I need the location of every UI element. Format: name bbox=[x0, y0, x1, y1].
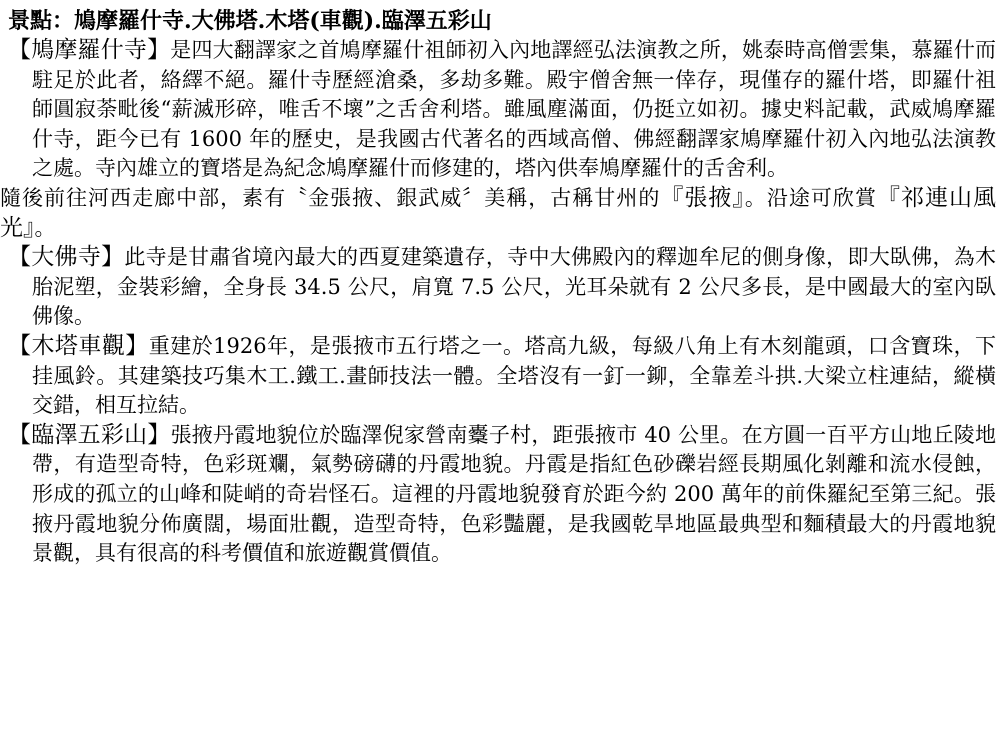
section-open-bracket: 【 bbox=[8, 244, 32, 271]
section-heading: 大佛寺 bbox=[31, 244, 102, 271]
section-body: 是四大翻譯家之首鳩摩羅什祖師初入內地譯經弘法演教之所，姚泰時高僧雲集，慕羅什而駐足於此者，絡繹不絕。羅什寺歷經滄桑，多劫多難。殿宇僧舍無一倖存，現僅存的羅什塔，即羅什祖師圓寂荼毗後“薪滅形碎，唯舌不壞”之舌舍利塔。雖風塵滿面，仍挺立如初。據史料記載，武威鳩摩羅什寺，距今已有 1600 年的歷史，是我國古代著名的西域高僧、佛經翻譯家鳩摩羅什初入內地弘法演教之處。寺內雄立的寶塔是為紀念鳩摩羅什而修建的，塔內供奉鳩摩羅什的舌舍利。 bbox=[32, 38, 997, 181]
section-body: 此寺是甘肅省境內最大的西夏建築遺存，寺中大佛殿內的釋迦牟尼的側身像，即大臥佛，為木胎泥塑，金裝彩繪，全身長 34.5 公尺，肩寬 7.5 公尺，光耳朵就有 2 公尺多長，是中國最大的室內臥佛像。 bbox=[32, 245, 997, 329]
section-body: 重建於1926年，是張掖市五行塔之一。塔高九級，每級八角上有木刻龍頭，口含寶珠，下挂風鈴。其建築技巧集木工.鐵工.畫師技法一體。全塔沒有一釘一鉚，全靠差斗拱.大梁立柱連結，縱橫交錯，相互拉結。 bbox=[32, 333, 997, 418]
document bbox=[0, 6, 997, 569]
transition-text-middle: 。沿途可欣賞 bbox=[744, 185, 877, 210]
section-close-bracket: 】 bbox=[101, 244, 125, 271]
place-name-zhangye: 『張掖』 bbox=[660, 184, 745, 211]
transition-text-end: 。 bbox=[34, 215, 56, 240]
page-title: 景點：鳩摩羅什寺.大佛塔.木塔(車觀).臨澤五彩山 bbox=[8, 8, 492, 34]
section-wooden-pagoda bbox=[8, 332, 996, 421]
section-heading: 木塔車觀 bbox=[31, 332, 126, 359]
section-open-bracket: 【 bbox=[8, 332, 32, 359]
section-close-bracket: 】 bbox=[147, 421, 171, 448]
section-open-bracket: 【 bbox=[8, 37, 32, 63]
section-heading: 鳩摩羅什寺 bbox=[31, 37, 148, 63]
section-body: 張掖丹霞地貌位於臨澤倪家營南櫜子村，距張掖市 40 公里。在方圓一百平方山地丘陵地帶，有造型奇特，色彩斑斕，氣勢磅礴的丹霞地貌。丹霞是指紅色砂礫岩經長期風化剝離和流水侵蝕，形成的孤立的山峰和陡峭的奇岩怪石。這裡的丹霞地貌發育於距今約 200 萬年的前侏羅紀至第三紀。張掖丹霞地貌分佈廣闊，場面壯觀，造型奇特，色彩豔麗，是我國乾旱地區最典型和麵積最大的丹霞地貌景觀，具有很高的科考價值和旅遊觀賞價值。 bbox=[32, 422, 997, 566]
transition-text: 隨後前往河西走廊中部，素有〝金張掖、銀武威〞美稱，古稱甘州的 bbox=[0, 185, 661, 210]
section-great-buddha-temple bbox=[8, 243, 996, 332]
section-open-bracket: 【 bbox=[8, 421, 32, 448]
section-close-bracket: 】 bbox=[147, 37, 171, 63]
section-heading: 臨澤五彩山 bbox=[31, 421, 148, 448]
transition-paragraph bbox=[0, 184, 996, 243]
section-close-bracket: 】 bbox=[125, 332, 149, 359]
section-kumarajiva-temple bbox=[8, 36, 996, 184]
section-linze-rainbow-mountains bbox=[8, 421, 996, 569]
scenery-name-qilian: 『祁連山風光』 bbox=[0, 184, 997, 241]
